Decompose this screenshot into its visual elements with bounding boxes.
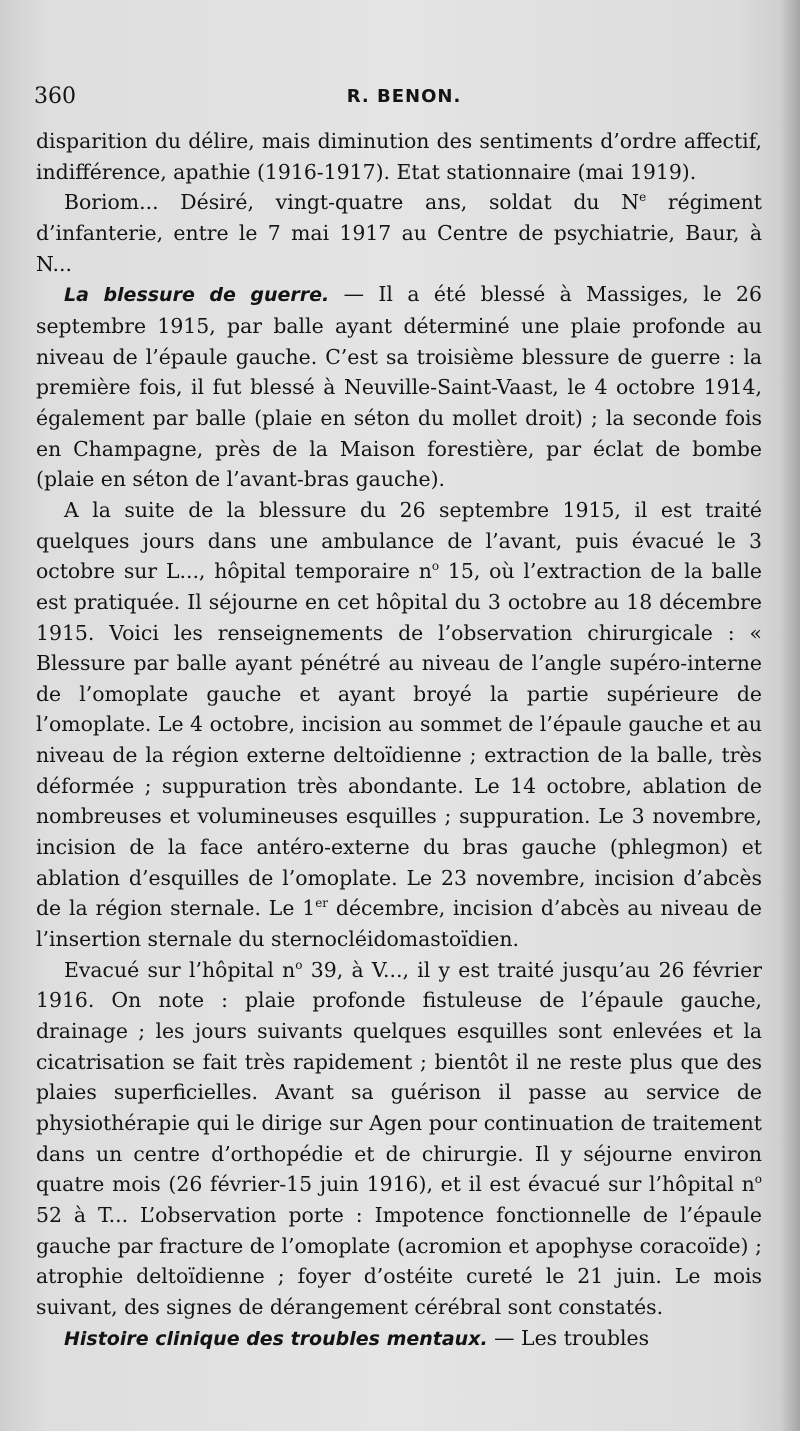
paragraph-3-text: — Il a été blessé à Massiges, le 26 septembre 1915, par balle ayant déterminé une plaie profonde au niveau de l’épaule gauche. C’est sa troisième blessure de guerre : la première fois, il fut blessé à Neuville-Saint-Vaast, le 4 octobre 1914, également par balle (plaie en séton du mollet droit) ; la seconde fois en Champagne, près de la Maison forestière, par éclat de bombe (plaie en séton de l’avant-bras gauche). [36,282,762,492]
paragraph-5-text-b: 39, à V..., il y est traité jusqu’au 26 février 1916. On note : plaie profonde fistuleuse de l’épaule gauche, drainage ; les jours suivants quelques esquilles sont enlevées et la cicatrisation se fait très rapidement ; bientôt il ne reste plus que des plaies superficielles. Avant sa guérison il passe au service de physiothérapie qui le dirige sur Agen pour continuation de traitement dans un centre d’orthopédie et de chirurgie. Il y séjourne environ quatre mois (26 février-15 juin 1916), et il est évacué sur l’hôpital n [36,957,762,1197]
page-edge-shadow [780,0,800,1431]
section-heading-histoire: Histoire clinique des troubles mentaux. [64,1327,488,1350]
paragraph-2-rest: régiment d’infanterie, entre le 7 mai 1917 au Centre de psychiatrie, Baur, à N... [36,190,762,276]
paragraph-6 [36,1323,762,1355]
running-head: R. BENON. [346,86,462,107]
paragraph-4 [36,495,762,955]
paragraph-3 [36,279,762,495]
superscript: o [431,559,440,574]
paragraph-2-text: Boriom... Désiré, vingt-quatre ans, soldat du N [64,190,640,215]
paragraph-2 [36,187,762,279]
paragraph-1-text: disparition du délire, mais diminution des sentiments d’ordre affectif, indifférence, apathie (1916-1917). Etat stationnaire (mai 1919). [36,129,762,184]
paragraph-1 [36,126,762,187]
paragraph-5-text-a: Evacué sur l’hôpital n [64,957,296,982]
superscript: e [639,190,647,205]
paragraph-4-text-a: A la suite de la blessure du 26 septembre 1915, il est traité quelques jours dans une ambulance de l’avant, puis évacué le 3 octobre sur L..., hôpital temporaire n [36,497,762,584]
paragraph-4-text-b: 15, où l’extraction de la balle est pratiquée. Il séjourne en cet hôpital du 3 octobre au 18 décembre 1915. Voici les renseignements de l’observation chirurgicale : « Blessure par balle ayant pénétré au niveau de l’angle supéro-interne de l’omoplate gauche et ayant broyé la partie supérieure de l’omoplate. Le 4 octobre, incision au sommet de l’épaule gauche et au niveau de la région externe deltoïdienne ; extraction de la balle, très déformée ; suppuration très abondante. Le 14 octobre, ablation de nombreuses et volumineuses esquilles ; suppuration. Le 3 novembre, incision de la face antéro-externe du bras gauche (phlegmon) et ablation d’esquilles de l’omoplate. Le 23 novembre, incision d’abcès de la région sternale. Le 1 [36,559,762,921]
page-header [34,80,774,116]
body-text [36,126,762,1354]
superscript: er [315,896,329,911]
paragraph-5 [36,955,762,1323]
paragraph-4-text-c: décembre, incision d’abcès au niveau de l’insertion sternale du sternocléidomastoïdien. [36,896,762,952]
section-heading-blessure: La blessure de guerre. [64,284,330,307]
paragraph-5-text-c: 52 à T... L’observation porte : Impotence fonctionnelle de l’épaule gauche par fracture de l’omoplate (acromion et apophyse coracoïde) ; atrophie deltoïdienne ; foyer d’ostéite cureté le 21 juin. Le mois suivant, des signes de dérangement cérébral sont constatés. [36,1202,762,1319]
page-number: 360 [34,84,76,109]
paragraph-6-text: — Les troubles [487,1325,650,1350]
superscript: o [754,1172,762,1187]
superscript: o [295,957,303,972]
